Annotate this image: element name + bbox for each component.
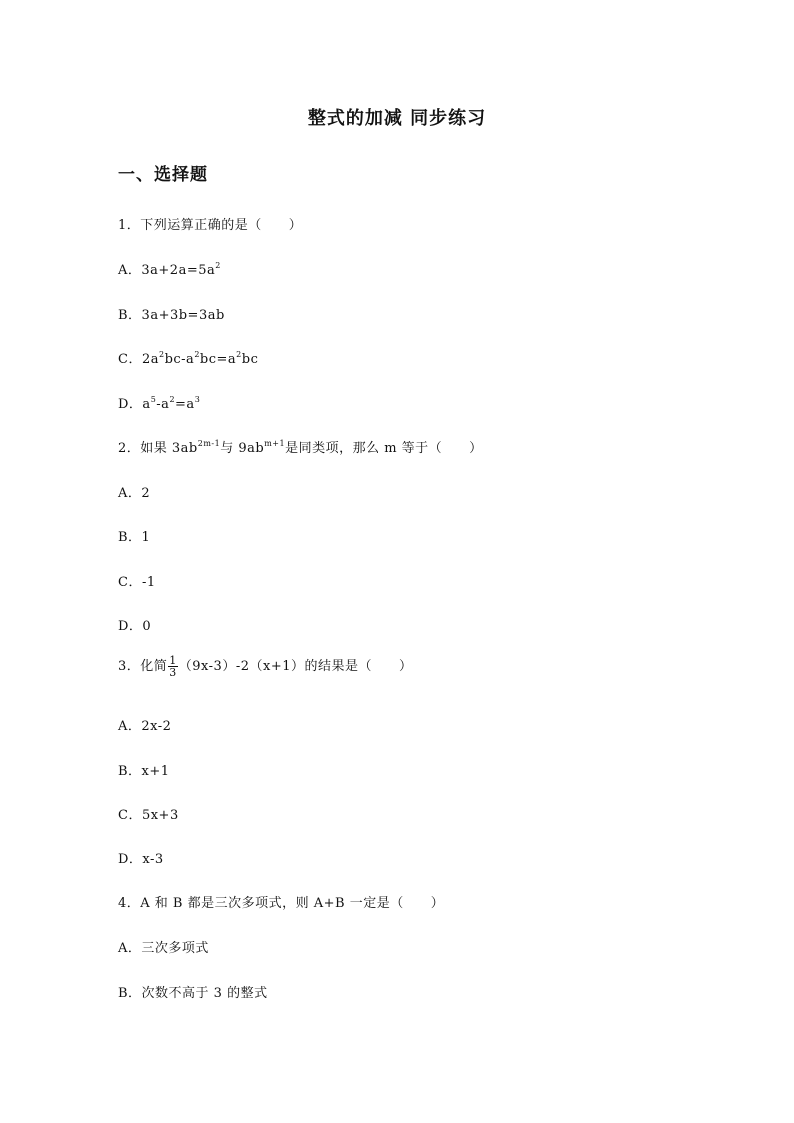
question-1-option-a: A．$3a+2a=5a^2$: [118, 261, 221, 278]
question-1-option-d: D．$a^5-a^2=a^3$: [118, 395, 201, 412]
question-1-option-c: C．$2a^2bc-a^2bc=a^2bc$: [118, 350, 259, 367]
question-2-stem: 2．如果 $3ab^{2m-1}$与 $9ab^{m+1}$是同类项，那么 m 等于（ ）: [118, 439, 483, 456]
question-2-option-a: A．2: [118, 486, 151, 501]
question-2-option-b: B．1: [118, 530, 151, 545]
question-3-stem: 3．化简 $\frac{1}{3}$ （9x-3）-2（x+1）的结果是（ ）: [118, 654, 413, 679]
question-4-option-b: B．次数不高于 3 的整式: [118, 986, 268, 1001]
question-3-option-c: C．5x+3: [118, 808, 179, 823]
fraction-one-third: $\frac{1}{3}$: [169, 654, 177, 679]
question-1-stem: 1．下列运算正确的是（ ）: [118, 218, 303, 233]
question-3-option-d: D．x-3: [118, 852, 164, 867]
page-title: 整式的加减 同步练习: [307, 108, 487, 129]
question-4-stem: 4．A 和 B 都是三次多项式，则 A+B 一定是（ ）: [118, 896, 445, 911]
question-1-option-b: B．3a+3b=3ab: [118, 308, 225, 323]
question-2-option-d: D．0: [118, 619, 152, 634]
question-4-option-a: A．三次多项式: [118, 941, 209, 956]
question-2-option-c: C．-1: [118, 575, 156, 590]
question-3-option-a: A．2x-2: [118, 719, 172, 734]
question-3-option-b: B．x+1: [118, 764, 170, 779]
section-heading: 一、选择题: [118, 165, 208, 185]
